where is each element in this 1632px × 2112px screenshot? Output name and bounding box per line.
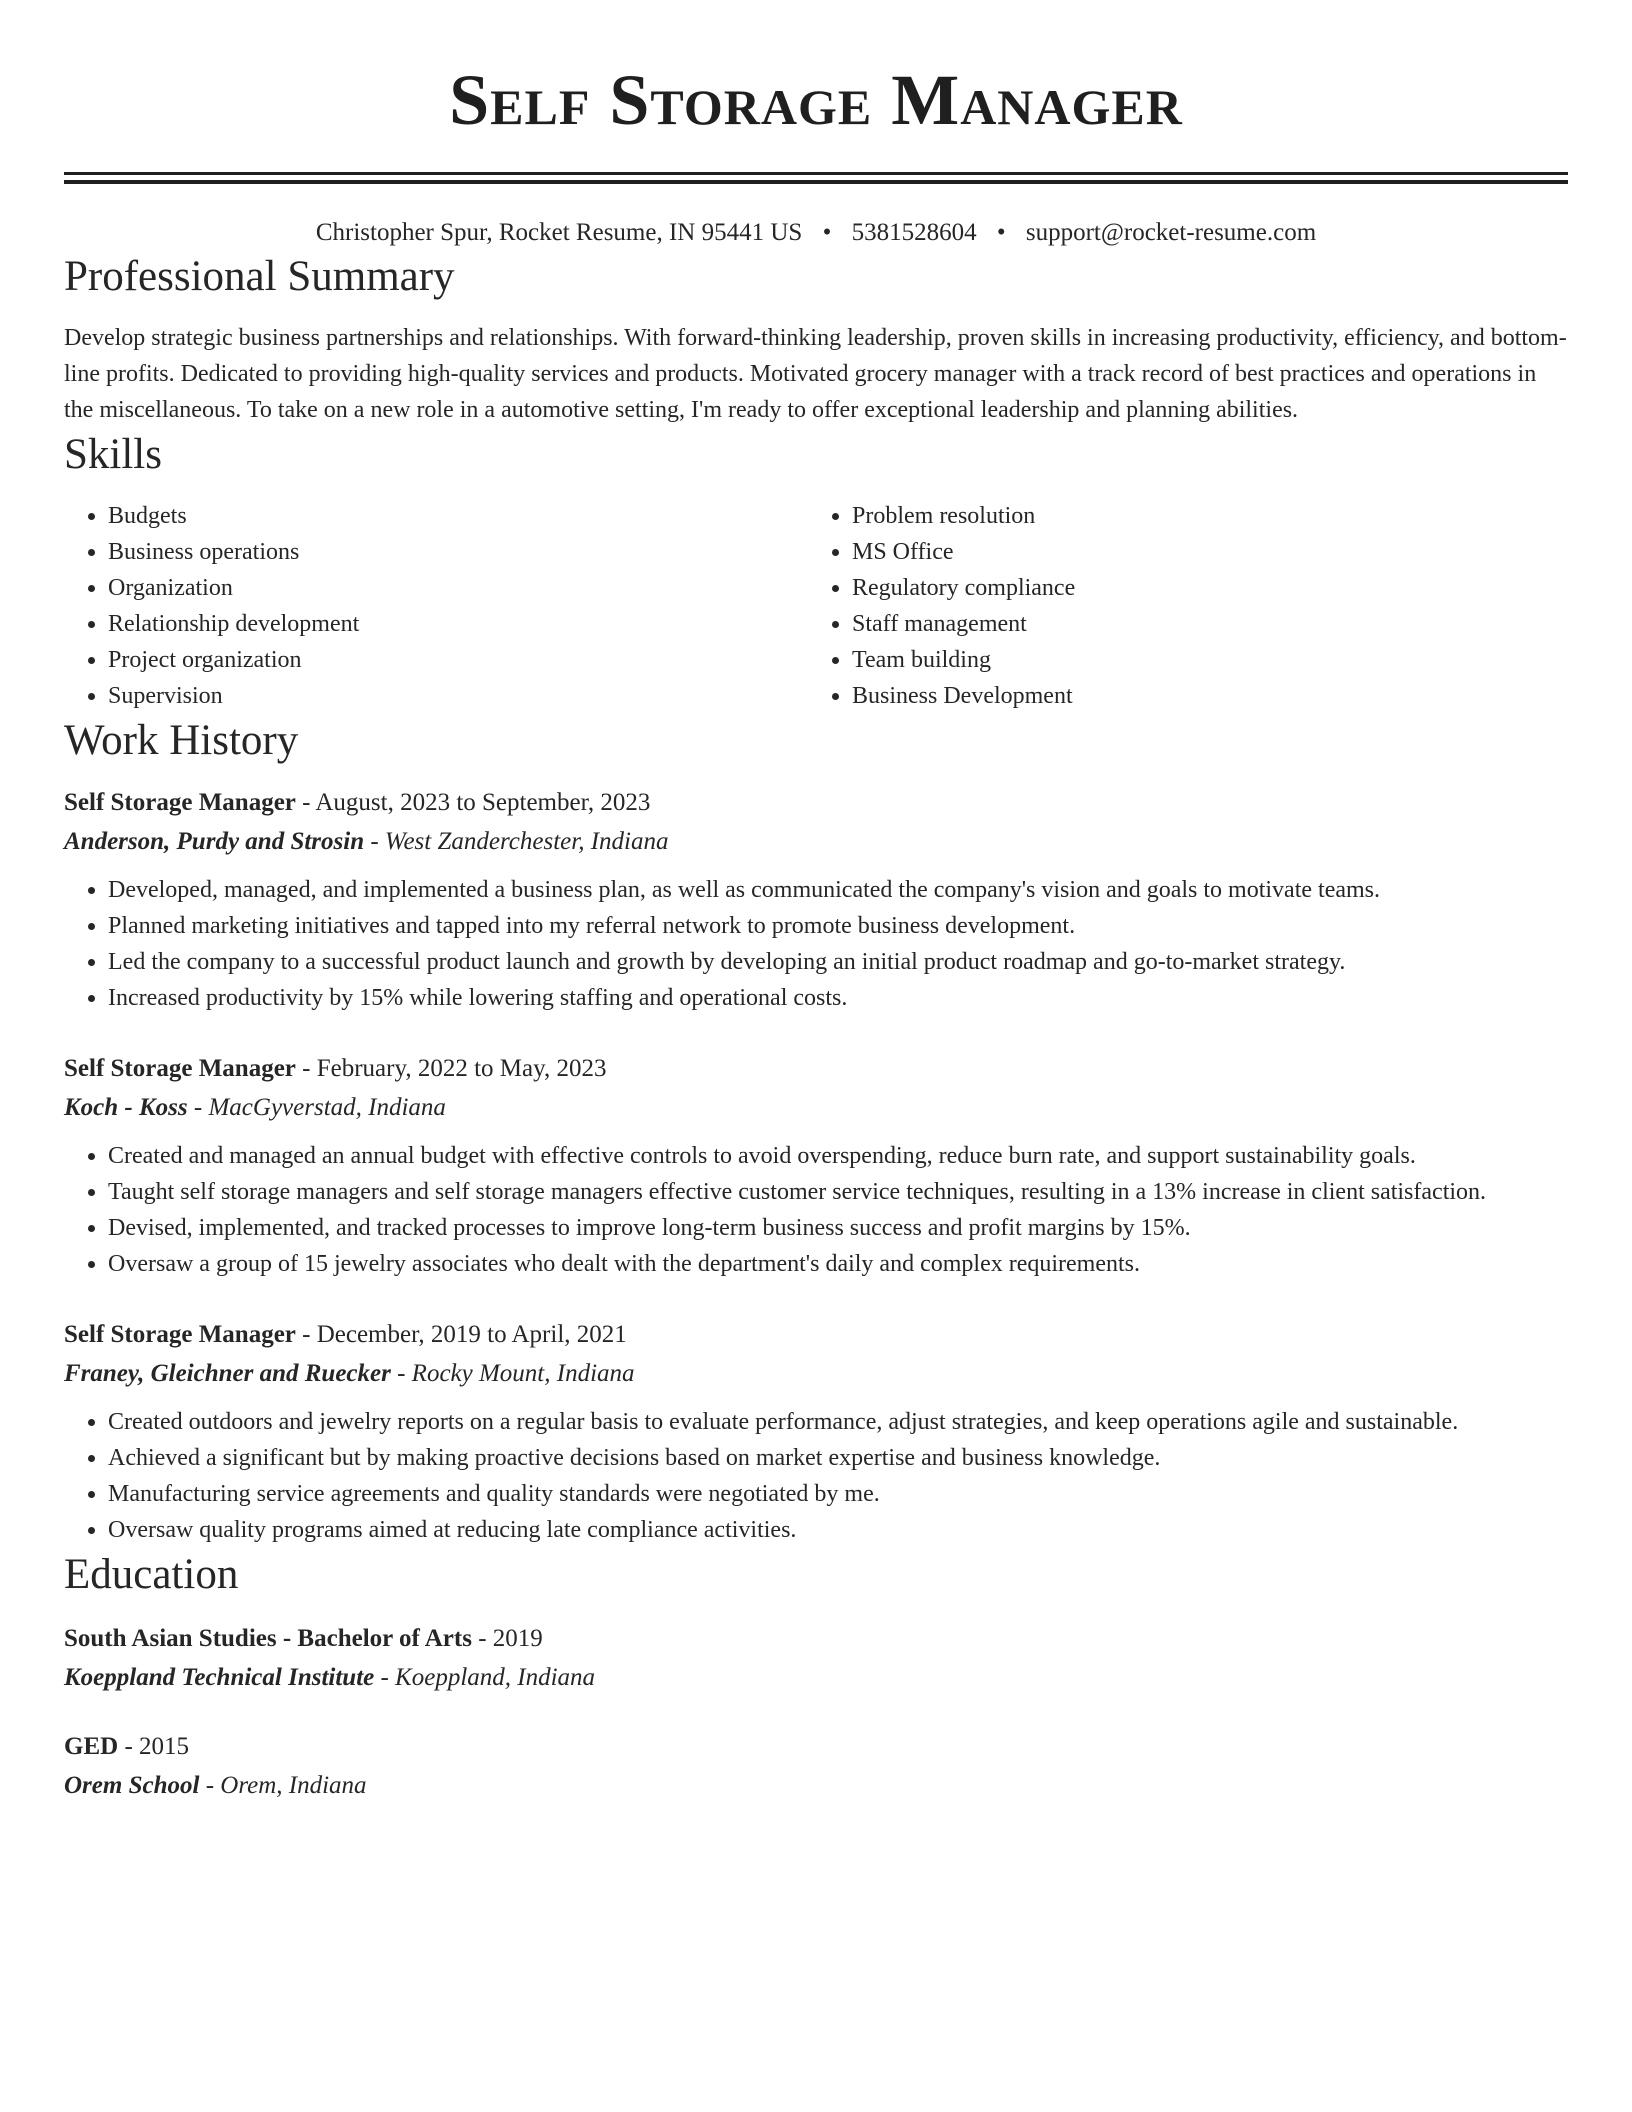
education-location: - Orem, Indiana: [199, 1772, 367, 1799]
job-company: Franey, Gleichner and Ruecker: [64, 1360, 391, 1387]
education-school-line: [64, 1766, 1568, 1806]
job-entry: [64, 784, 1568, 1016]
job-location: - MacGyverstad, Indiana: [187, 1094, 446, 1121]
job-role: Self Storage Manager: [64, 1055, 296, 1082]
job-header: [64, 1050, 1568, 1088]
skill-item: • Supervision: [108, 678, 808, 714]
job-dates: - December, 2019 to April, 2021: [295, 1321, 627, 1348]
job-bullet: • Led the company to a successful product launch and growth by developing an initial product roadmap and go-to-market strategy.: [108, 944, 1568, 980]
job-role: Self Storage Manager: [64, 789, 296, 816]
job-bullet: • Achieved a significant but by making proactive decisions based on market expertise and business knowledge.: [108, 1440, 1568, 1476]
job-bullet: • Oversaw a group of 15 jewelry associates who dealt with the department's daily and complex requirements.: [108, 1246, 1568, 1282]
job-bullet: • Developed, managed, and implemented a business plan, as well as communicated the company's vision and goals to motivate teams.: [108, 872, 1568, 908]
skill-item: • Project organization: [108, 642, 808, 678]
job-bullet: • Planned marketing initiatives and tapped into my referral network to promote business development.: [108, 908, 1568, 944]
job-bullets: [64, 1138, 1568, 1282]
job-entry: [64, 1050, 1568, 1282]
education-entry: [64, 1728, 1568, 1806]
skills-heading: Skills: [64, 431, 162, 478]
job-company-line: [64, 1354, 1568, 1394]
job-location: - West Zanderchester, Indiana: [364, 828, 669, 855]
skill-item: • MS Office: [852, 534, 1568, 570]
skill-item: • Problem resolution: [852, 498, 1568, 534]
education-degree: South Asian Studies - Bachelor of Arts: [64, 1625, 472, 1652]
job-company-line: [64, 822, 1568, 862]
job-bullet: • Created outdoors and jewelry reports on a regular basis to evaluate performance, adjust strategies, and keep operations agile and sustainable.: [108, 1404, 1568, 1440]
education-location: - Koeppland, Indiana: [374, 1664, 596, 1691]
job-bullets: [64, 1404, 1568, 1548]
job-company: Koch - Koss: [64, 1094, 188, 1121]
contact-phone: 5381528604: [851, 219, 977, 246]
job-bullet: • Oversaw quality programs aimed at reducing late compliance activities.: [108, 1512, 1568, 1548]
job-company: Anderson, Purdy and Strosin: [64, 828, 365, 855]
job-bullet: • Created and managed an annual budget with effective controls to avoid overspending, reduce burn rate, and support sustainability goals.: [108, 1138, 1568, 1174]
job-dates: - August, 2023 to September, 2023: [295, 789, 651, 816]
education-school: Koeppland Technical Institute: [64, 1664, 375, 1691]
education-header: [64, 1728, 1568, 1766]
resume-title: Self Storage Manager: [449, 60, 1183, 140]
skill-item: • Staff management: [852, 606, 1568, 642]
skill-item: • Team building: [852, 642, 1568, 678]
job-bullets: [64, 872, 1568, 1016]
job-dates: - February, 2022 to May, 2023: [295, 1055, 607, 1082]
skill-item: • Business Development: [852, 678, 1568, 714]
skill-item: • Relationship development: [108, 606, 808, 642]
education-school: Orem School: [64, 1772, 200, 1799]
job-role: Self Storage Manager: [64, 1321, 296, 1348]
job-bullet: • Taught self storage managers and self storage managers effective customer service techniques, resulting in a 13% increase in client satisfaction.: [108, 1174, 1568, 1210]
education-year: - 2015: [118, 1733, 190, 1760]
education-entry: [64, 1620, 1568, 1698]
job-bullet: • Manufacturing service agreements and quality standards were negotiated by me.: [108, 1476, 1568, 1512]
job-header: [64, 1316, 1568, 1354]
job-header: [64, 784, 1568, 822]
title-double-rule: [64, 172, 1568, 184]
education-year: - 2019: [471, 1625, 543, 1652]
summary-text: Develop strategic business partnerships and relationships. With forward-thinking leadership, proven skills in increasing productivity, efficiency, and bottom-line profits. Dedicated to providing high-quality services and products. Motivated grocery manager with a track record of best practices and operations in the miscellaneous. To take on a new role in a automotive setting, I'm ready to offer exceptional leadership and planning abilities.: [64, 325, 1567, 423]
job-location: - Rocky Mount, Indiana: [390, 1360, 635, 1387]
skill-item: • Organization: [108, 570, 808, 606]
contact-address: Christopher Spur, Rocket Resume, IN 95441 US: [315, 219, 803, 246]
job-bullet: • Devised, implemented, and tracked processes to improve long-term business success and profit margins by 15%.: [108, 1210, 1568, 1246]
education-heading: Education: [64, 1551, 239, 1598]
education-header: [64, 1620, 1568, 1658]
skill-item: • Budgets: [108, 498, 808, 534]
job-company-line: [64, 1088, 1568, 1128]
education-school-line: [64, 1658, 1568, 1698]
contact-separator: •: [822, 219, 832, 246]
education-degree: GED: [64, 1733, 119, 1760]
skills-grid: [64, 498, 1568, 714]
contact-line: [64, 216, 1568, 250]
skill-item: • Regulatory compliance: [852, 570, 1568, 606]
job-entry: [64, 1316, 1568, 1548]
summary-heading: Professional Summary: [64, 253, 455, 300]
job-bullet: • Increased productivity by 15% while lowering staffing and operational costs.: [108, 980, 1568, 1016]
skills-list-left: [64, 498, 808, 714]
contact-separator: •: [996, 219, 1006, 246]
contact-email: support@rocket-resume.com: [1025, 219, 1317, 246]
work-history-heading: Work History: [64, 717, 299, 764]
skills-list-right: [808, 498, 1568, 714]
skill-item: • Business operations: [108, 534, 808, 570]
